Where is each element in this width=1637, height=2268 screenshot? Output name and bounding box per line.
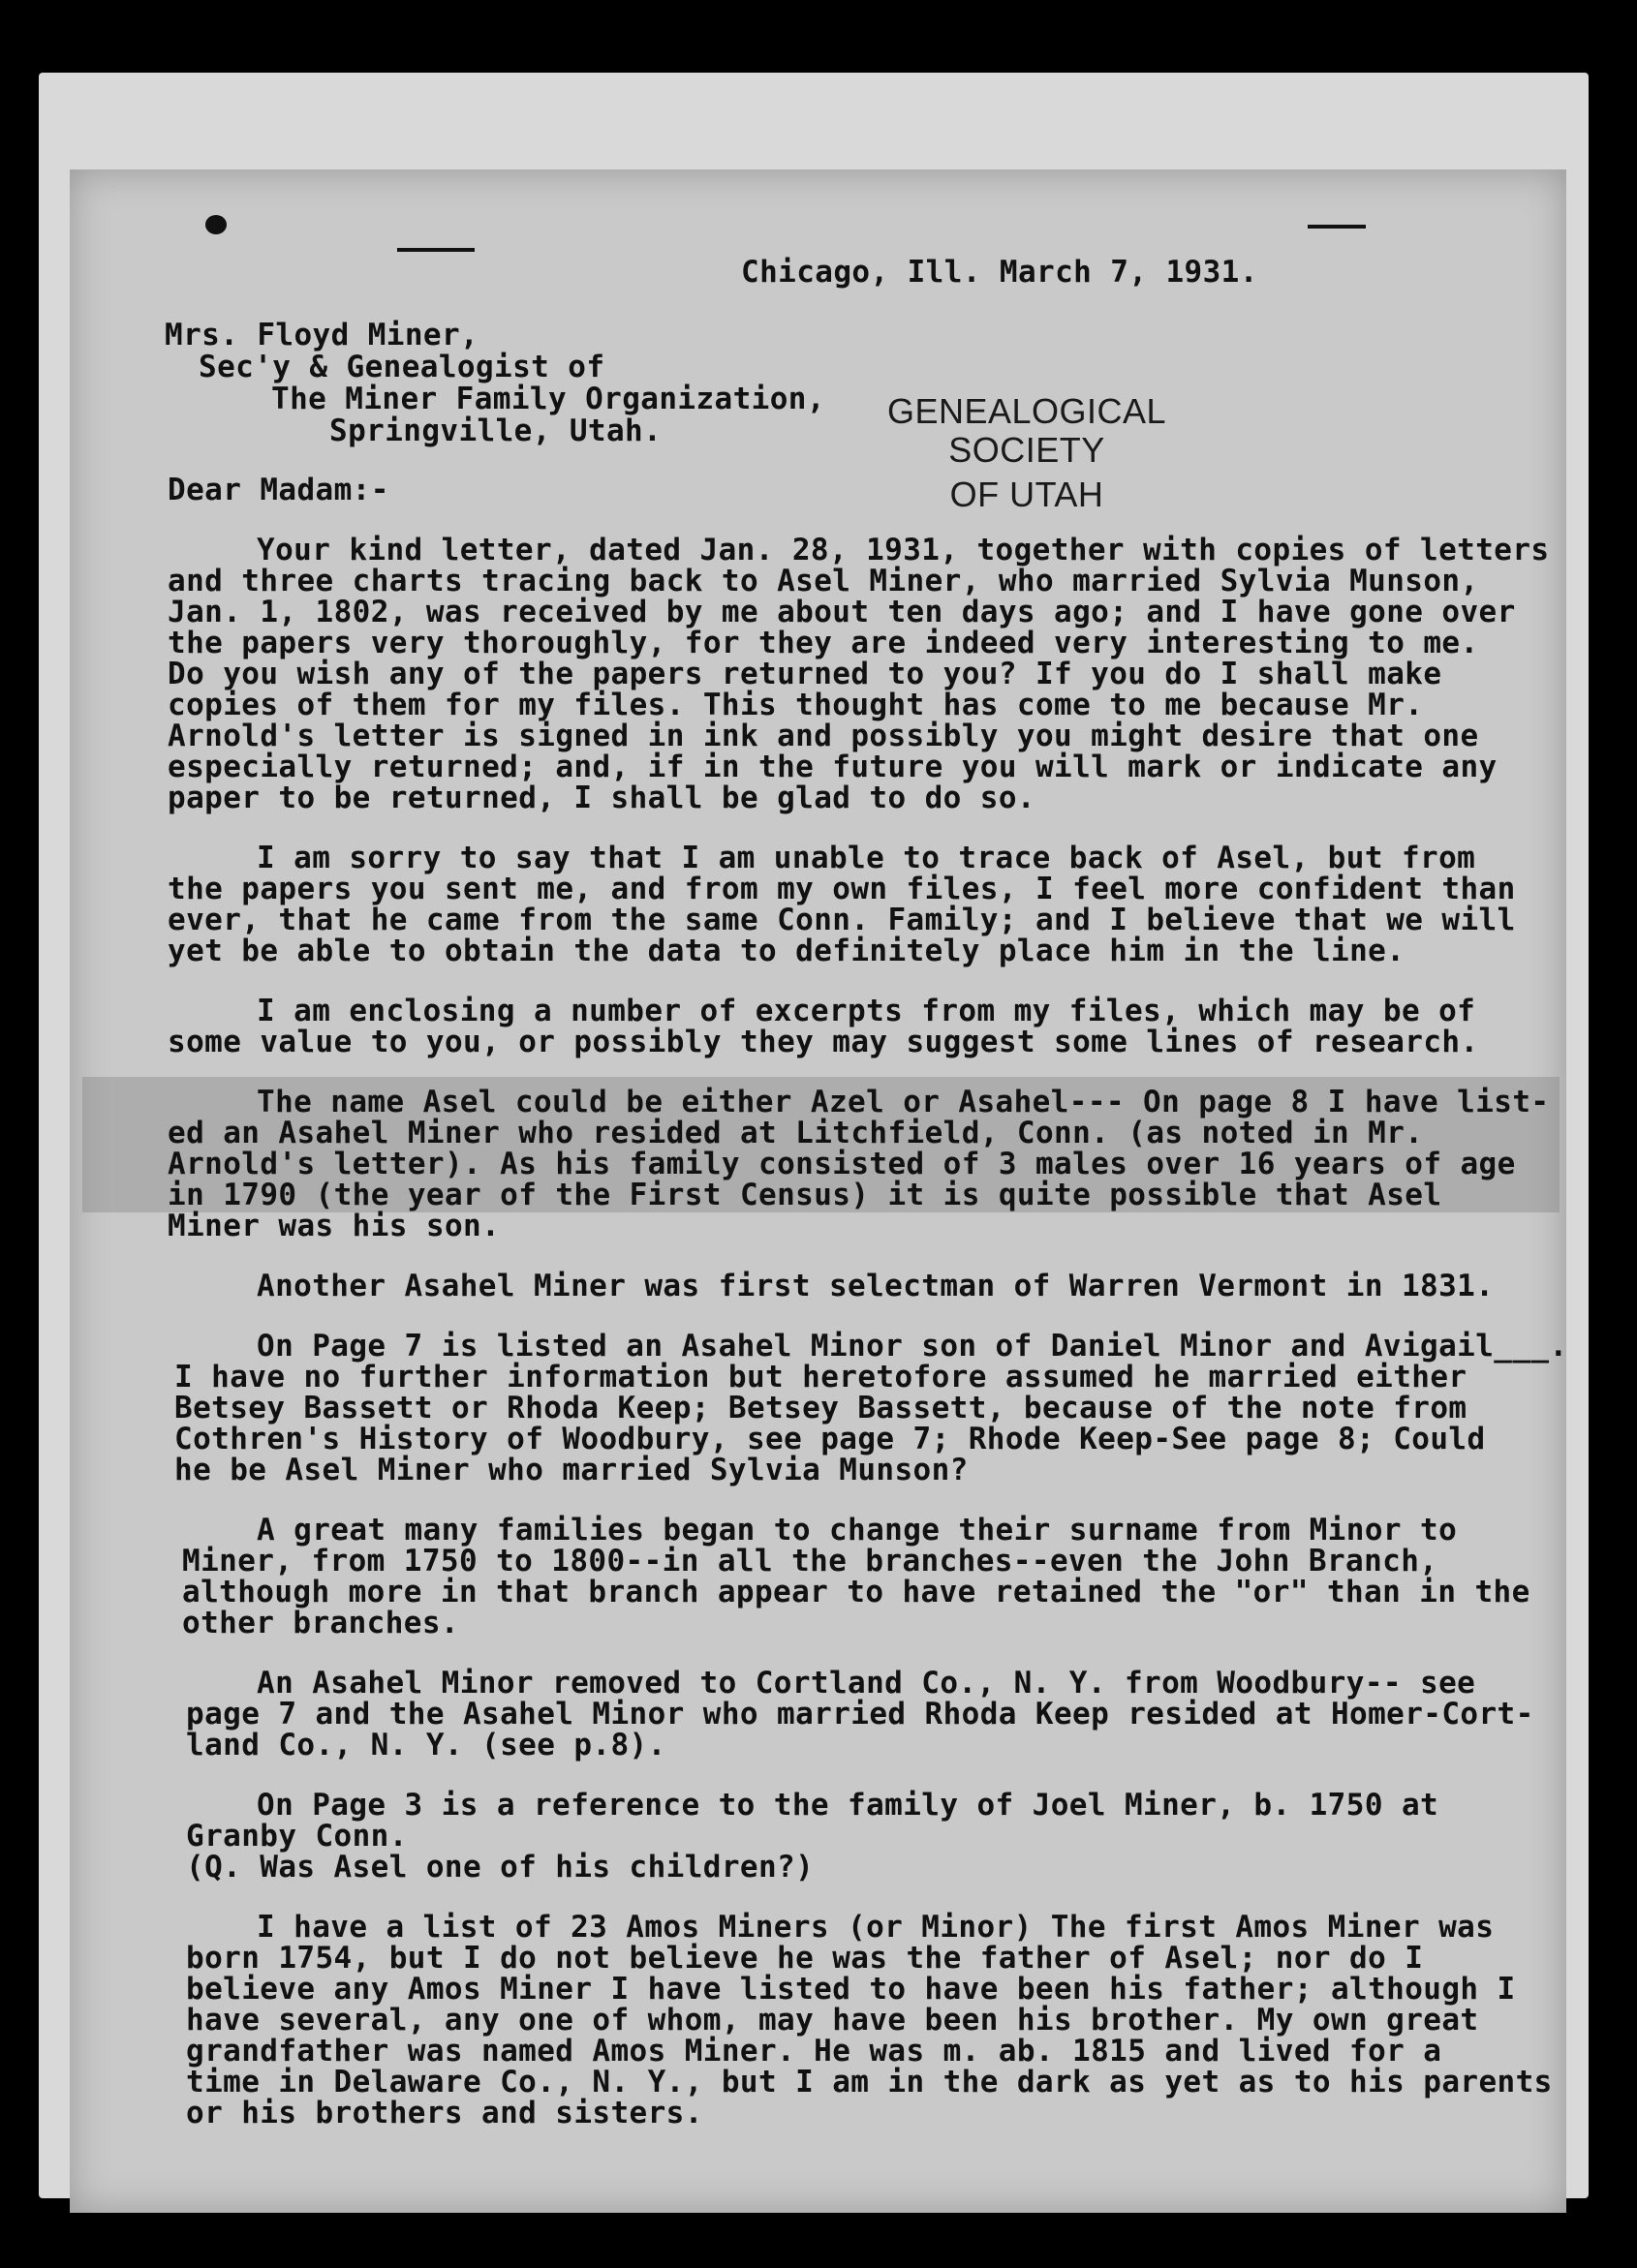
- society-stamp: [818, 392, 1235, 514]
- body-line: An Asahel Minor removed to Cortland Co., N. Y. from Woodbury-- see: [257, 1666, 1476, 1701]
- body-line: ever, that he came from the same Conn. Family; and I believe that we will: [168, 903, 1516, 937]
- addressee-line: Sec'y & Genealogist of: [199, 350, 605, 384]
- body-line: time in Delaware Co., N. Y., but I am in the dark as yet as to his parents: [186, 2065, 1553, 2099]
- body-line: the papers you sent me, and from my own files, I feel more confident than: [168, 872, 1516, 906]
- body-line: Betsey Bassett or Rhoda Keep; Betsey Bassett, because of the note from: [174, 1391, 1467, 1425]
- body-line: I am sorry to say that I am unable to trace back of Asel, but from: [257, 841, 1476, 875]
- body-line: born 1754, but I do not believe he was the father of Asel; nor do I: [186, 1941, 1424, 1976]
- body-line: paper to be returned, I shall be glad to do so.: [168, 781, 1035, 815]
- body-line: On Page 7 is listed an Asahel Minor son of Daniel Minor and Avigail___.: [257, 1329, 1568, 1364]
- stamp-line: GENEALOGICAL SOCIETY: [886, 391, 1167, 470]
- body-line: Your kind letter, dated Jan. 28, 1931, together with copies of letters: [257, 533, 1550, 567]
- addressee-line: Springville, Utah.: [329, 414, 663, 448]
- body-line: (Q. Was Asel one of his children?): [186, 1850, 815, 1885]
- body-line: some value to you, or possibly they may suggest some lines of research.: [168, 1025, 1479, 1059]
- body-line: the papers very thoroughly, for they are indeed very interesting to me.: [168, 626, 1479, 660]
- body-line: or his brothers and sisters.: [186, 2096, 703, 2130]
- body-line: he be Asel Miner who married Sylvia Munson?: [174, 1453, 969, 1487]
- body-line: yet be able to obtain the data to definitely place him in the line.: [168, 934, 1405, 968]
- body-line: Jan. 1, 1802, was received by me about ten days ago; and I have gone over: [168, 595, 1516, 629]
- body-line: copies of them for my files. This thought has come to me because Mr.: [168, 688, 1424, 722]
- salutation: Dear Madam:-: [168, 473, 389, 507]
- body-line: believe any Amos Miner I have listed to have been his father; although I: [186, 1972, 1516, 2007]
- body-line: Miner was his son.: [168, 1209, 501, 1243]
- body-line: On Page 3 is a reference to the family of Joel Miner, b. 1750 at: [257, 1788, 1439, 1823]
- stamp-line: OF UTAH: [949, 475, 1104, 514]
- body-line: A great many families began to change their surname from Minor to: [257, 1513, 1458, 1548]
- body-line: I am enclosing a number of excerpts from my files, which may be of: [257, 994, 1476, 1028]
- body-line: I have no further information but heretofore assumed he married either: [174, 1360, 1467, 1395]
- body-line: and three charts tracing back to Asel Miner, who married Sylvia Munson,: [168, 564, 1479, 598]
- body-line: have several, any one of whom, may have been his brother. My own great: [186, 2003, 1479, 2038]
- body-line: Arnold's letter). As his family consisted of 3 males over 16 years of age: [168, 1147, 1516, 1181]
- body-line: other branches.: [182, 1606, 459, 1640]
- body-line: although more in that branch appear to have retained the "or" than in the: [182, 1575, 1530, 1609]
- body-line: page 7 and the Asahel Minor who married Rhoda Keep resided at Homer-Cort-: [186, 1697, 1534, 1732]
- body-line: I have a list of 23 Amos Miners (or Minor) The first Amos Miner was: [257, 1910, 1495, 1945]
- body-line: grandfather was named Amos Miner. He was m. ab. 1815 and lived for a: [186, 2034, 1442, 2069]
- body-line: ed an Asahel Miner who resided at Litchfield, Conn. (as noted in Mr.: [168, 1116, 1424, 1150]
- body-line: Granby Conn.: [186, 1819, 408, 1854]
- body-line: in 1790 (the year of the First Census) it is quite possible that Asel: [168, 1178, 1442, 1212]
- body-line: Miner, from 1750 to 1800--in all the branches--even the John Branch,: [182, 1544, 1438, 1578]
- body-line: land Co., N. Y. (see p.8).: [186, 1728, 666, 1762]
- addressee-line: The Miner Family Organization,: [271, 382, 825, 416]
- body-line: Arnold's letter is signed in ink and possibly you might desire that one: [168, 719, 1479, 753]
- body-line: The name Asel could be either Azel or Asahel--- On page 8 I have list-: [257, 1085, 1550, 1119]
- addressee-line: Mrs. Floyd Miner,: [165, 318, 479, 352]
- body-line: Cothren's History of Woodbury, see page 7; Rhode Keep-See page 8; Could: [174, 1422, 1486, 1456]
- dateline: Chicago, Ill. March 7, 1931.: [741, 255, 1258, 290]
- body-line: Do you wish any of the papers returned to you? If you do I shall make: [168, 657, 1442, 691]
- body-line: Another Asahel Miner was first selectman of Warren Vermont in 1831.: [257, 1269, 1495, 1303]
- body-line: especially returned; and, if in the future you will mark or indicate any: [168, 750, 1498, 784]
